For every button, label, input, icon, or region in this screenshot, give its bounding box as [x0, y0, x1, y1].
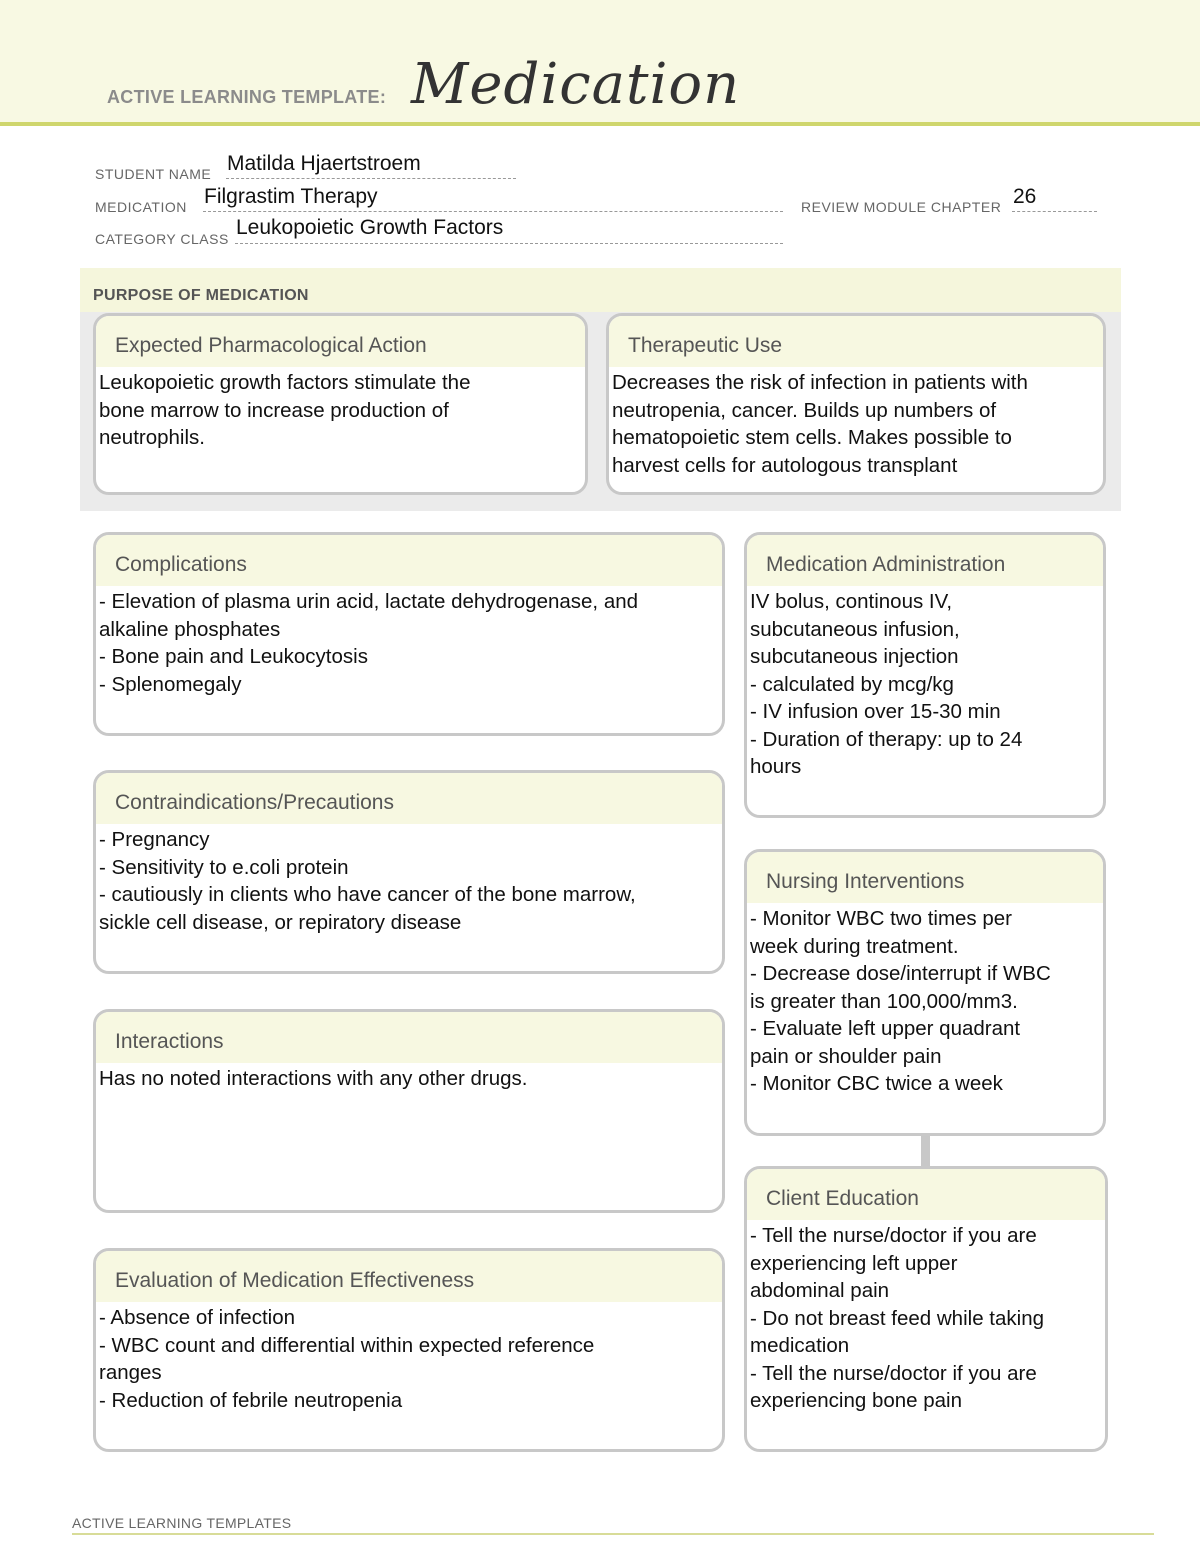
student-name-field[interactable]: Matilda Hjaertstroem [227, 152, 421, 175]
review-module-field[interactable]: 26 [1013, 185, 1037, 208]
medication-line [203, 211, 783, 212]
medication-administration-box [744, 532, 1106, 818]
therapeutic-use-box [606, 313, 1106, 495]
medication-administration-title: Medication Administration [747, 535, 1103, 586]
footer-label: ACTIVE LEARNING TEMPLATES [72, 1515, 292, 1531]
contraindications-text[interactable]: - Pregnancy - Sensitivity to e.coli protein - cautiously in clients who have cancer of the bone marrow, sickle cell disease, or repiratory disease [99, 828, 636, 934]
evaluation-title: Evaluation of Medication Effectiveness [96, 1251, 722, 1302]
review-module-label: REVIEW MODULE CHAPTER [801, 199, 1002, 215]
interactions-box [93, 1009, 725, 1213]
nursing-interventions-title: Nursing Interventions [747, 852, 1103, 903]
client-education-box [744, 1166, 1108, 1452]
category-class-label: CATEGORY CLASS [95, 231, 229, 247]
category-class-line [235, 243, 783, 244]
contraindications-title: Contraindications/Precautions [96, 773, 722, 824]
header-rule [0, 122, 1200, 126]
nursing-interventions-box [744, 849, 1106, 1136]
expected-action-box [93, 313, 588, 495]
nursing-education-connector [921, 1136, 930, 1166]
student-name-line [226, 178, 516, 179]
purpose-title: PURPOSE OF MEDICATION [93, 287, 309, 304]
medication-field[interactable]: Filgrastim Therapy [204, 185, 378, 208]
complications-title: Complications [96, 535, 722, 586]
student-name-label: STUDENT NAME [95, 166, 212, 182]
medication-label: MEDICATION [95, 199, 187, 215]
complications-box [93, 532, 725, 736]
complications-text[interactable]: - Elevation of plasma urin acid, lactate dehydrogenase, and alkaline phosphates - Bone pain and Leukocytosis - Splenomegaly [99, 590, 639, 696]
nursing-interventions-text[interactable]: - Monitor WBC two times per week during treatment. - Decrease dose/interrupt if WBC is greater than 100,000/mm3. - Evaluate left upper quadrant pain or shoulder pain - Monitor CBC twice a week [750, 907, 1051, 1095]
evaluation-text[interactable]: - Absence of infection - WBC count and differential within expected reference ranges - Reduction of febrile neutropenia [99, 1306, 595, 1412]
footer-rule [72, 1533, 1154, 1535]
expected-action-title: Expected Pharmacological Action [96, 316, 585, 367]
category-class-field[interactable]: Leukopoietic Growth Factors [236, 216, 504, 239]
template-label: ACTIVE LEARNING TEMPLATE: [107, 87, 387, 107]
interactions-title: Interactions [96, 1012, 722, 1063]
client-education-text[interactable]: - Tell the nurse/doctor if you are experiencing left upper abdominal pain - Do not breast feed while taking medication - Tell the nurse/doctor if you are experiencing bone pain [750, 1224, 1044, 1412]
review-module-line [1012, 211, 1097, 212]
therapeutic-use-text[interactable]: Decreases the risk of infection in patients with neutropenia, cancer. Builds up numbers of hematopoietic stem cells. Makes possible to harvest cells for autologous transplant [612, 371, 1028, 477]
contraindications-box [93, 770, 725, 974]
page-title: Medication [411, 52, 741, 117]
medication-administration-text[interactable]: IV bolus, continous IV, subcutaneous infusion, subcutaneous injection - calculated by mcg/kg - IV infusion over 15-30 min - Duration of therapy: up to 24 hours [750, 590, 1023, 778]
therapeutic-use-title: Therapeutic Use [609, 316, 1103, 367]
interactions-text[interactable]: Has no noted interactions with any other drugs. [99, 1067, 528, 1090]
evaluation-box [93, 1248, 725, 1452]
expected-action-text[interactable]: Leukopoietic growth factors stimulate the bone marrow to increase production of neutrophils. [99, 371, 471, 449]
client-education-title: Client Education [747, 1169, 1105, 1220]
